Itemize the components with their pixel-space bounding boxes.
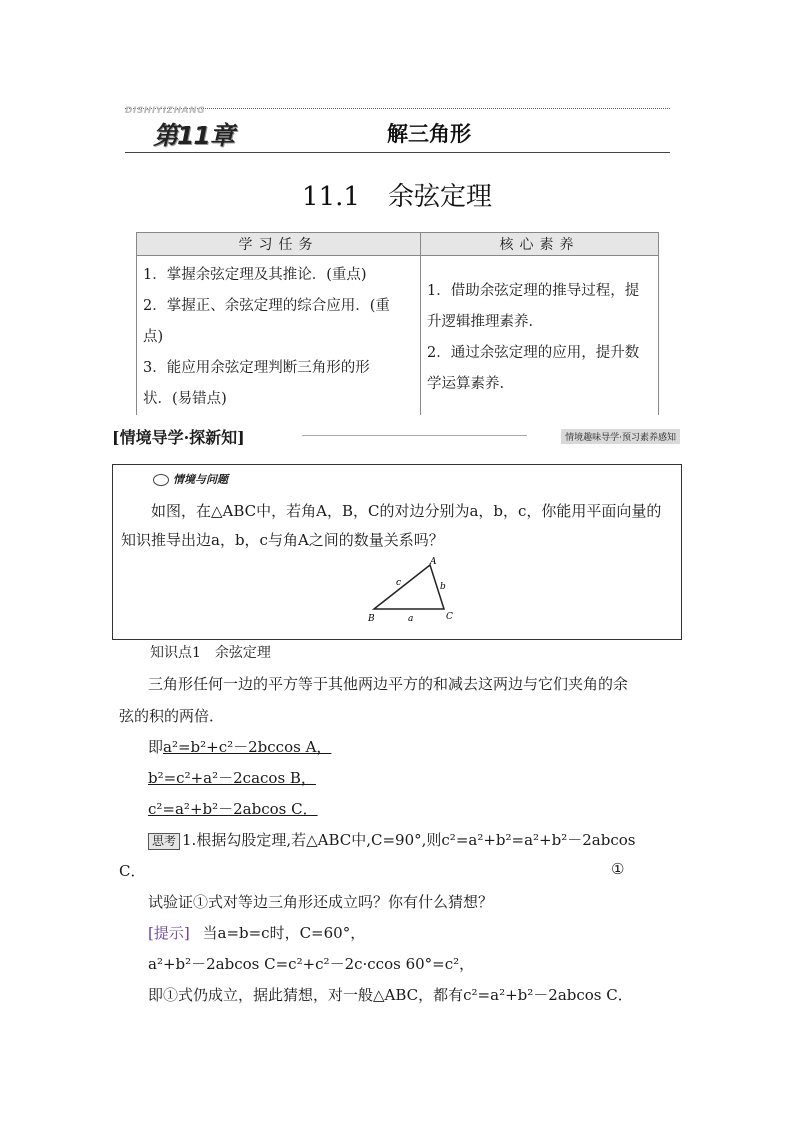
situation-icon [153,474,169,486]
formula-a [148,736,331,757]
situation-heading-label: 情境与问题 [173,473,228,486]
task-line: 点) [143,329,164,345]
side-c-label: c [396,578,402,588]
literacy-line: 学运算素养． [427,375,514,392]
vertex-b-label: B [368,614,375,624]
hint-conclusion: 即①式仍成立，据此猜想，对一般△ABC，都有c²=a²+b²－2abcos C． [148,986,633,1004]
chapter-number: 第11章 [153,121,234,150]
vertex-c-label: C [446,612,453,622]
formula-b: b²=c²+a²－2cacos B， [148,769,316,787]
think-line [148,829,635,850]
chapter-header [125,104,670,154]
hint-text: 当a=b=c时，C=60°， [202,924,366,942]
equation-marker: ① [611,860,625,878]
section-title [0,176,794,213]
formula-prefix: 即 [148,738,164,756]
think-badge: 思考 [148,833,180,850]
formula-a-text: a²=b²+c²－2bccos A， [163,738,332,756]
vertex-a-label: A [430,557,437,567]
situation-heading [153,471,228,487]
literacy-line: 升逻辑推理素养． [427,313,543,330]
section-number: 11.1 [302,182,360,212]
task-line: 1．掌握余弦定理及其推论．(重点) [143,267,367,283]
situation-box [112,464,682,640]
literacy-cell [421,256,659,416]
side-b-label: b [440,582,446,592]
triangle-figure [368,557,458,627]
hint-label: [提示] [148,924,190,942]
knowledge-title: 知识点1 余弦定理 [150,645,271,661]
chapter-pinyin: DISHIYIZHANG [125,106,205,116]
section-name: 余弦定理 [387,182,492,212]
banner-rule [302,435,527,436]
goals-table [136,232,659,415]
tasks-header: 学习任务 [137,233,421,256]
chapter-title: 解三角形 [387,121,471,146]
knowledge-statement-line: 弦的积的两倍． [119,707,225,725]
literacy-line: 2．通过余弦定理的应用，提升数 [427,344,640,361]
literacy-header: 核心素养 [421,233,659,256]
section-banner [112,425,682,445]
side-a-label: a [408,614,414,624]
formula-c: c²=a²+b²－2abcos C． [148,800,318,818]
think-question: 试验证①式对等边三角形还成立吗？你有什么猜想？ [148,893,494,911]
hint-derivation: a²+b²－2abcos C=c²+c²－2c·ccos 60°=c²， [148,955,475,973]
task-line: 3．能应用余弦定理判断三角形的形 [143,360,370,376]
tasks-cell [137,256,421,416]
literacy-line: 1．借助余弦定理的推导过程，提 [427,282,640,299]
think-continuation: C． [119,862,146,880]
triangle-shape [374,565,444,609]
header-rule [125,152,670,153]
hint-line [148,922,365,943]
header-dotted-rule [125,108,670,109]
task-line: 2．掌握正、余弦定理的综合应用．(重 [143,298,390,314]
situation-text: 如图，在△ABC中，若角A，B，C的对边分别为a，b，c，你能用平面向量的知识推导出边a，b，c与角A之间的数量关系吗？ [121,502,662,549]
task-line: 状．(易错点) [143,391,227,407]
knowledge-statement-line: 三角形任何一边的平方等于其他两边平方的和减去这两边与它们夹角的余 [148,675,629,693]
think-text: 1.根据勾股定理,若△ABC中,C=90°,则c²=a²+b²=a²+b²－2abcos [182,831,636,849]
banner-tag: 情境趣味导学·预习素养感知 [561,429,680,444]
banner-title: [情境导学·探新知] [112,428,245,447]
